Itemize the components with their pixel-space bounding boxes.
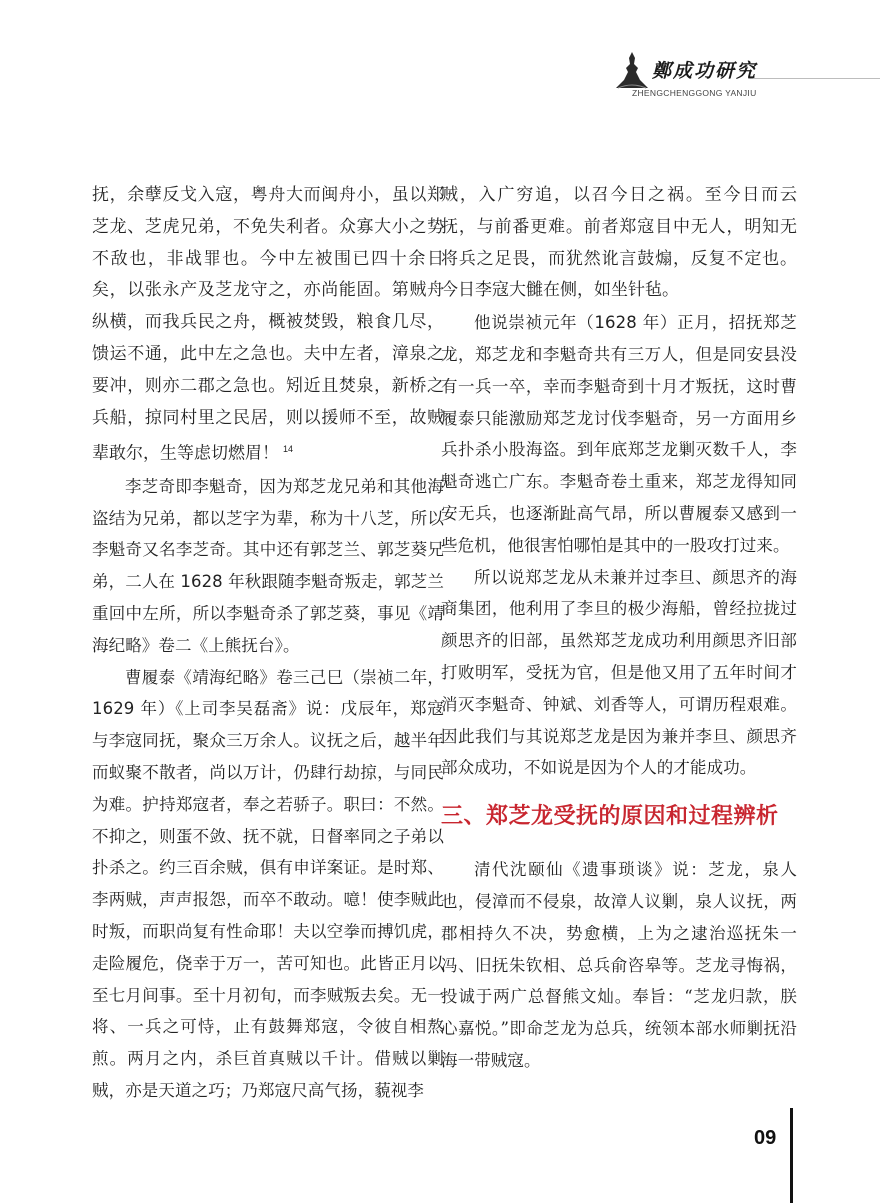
journal-pinyin: ZHENGCHENGGONG YANJIU bbox=[632, 88, 757, 98]
quote-paragraph: 贼，入广穷追，以召今日之祸。至今日而云抚，与前番更难。前者郑寇目中无人，明知无将兵之足畏，而犹然讹言鼓煽，反复不定也。今日李寇大雠在侧，如坐针毡。 bbox=[441, 185, 797, 301]
page-number-bar bbox=[790, 1108, 793, 1203]
quote-text: 抚，余孽反戈入寇，粤舟大而闽舟小，虽以郑芝龙、芝虎兄弟，不免失利者。众寡大小之势不敌也，非战罪也。今中左被围已四十余日矣，以张永产及芝龙守之，亦尚能固。第贼舟纵横，而我兵民之舟，概被焚毁，粮食几尽，馈运不通，此中左之急也。夫中左者，漳泉之要冲，则亦二郡之急也。矧近且焚泉，新桥之兵船，掠同村里之民居，则以援师不至，故贼辈敢尔，生等虑切燃眉！ bbox=[92, 185, 444, 465]
journal-title: 鄭成功研究 bbox=[652, 60, 758, 82]
quote-paragraph bbox=[92, 180, 444, 471]
page-number: 09 bbox=[754, 1127, 777, 1149]
section-heading: 三、郑芝龙受抚的原因和过程辨析 bbox=[441, 804, 779, 830]
body-paragraph: 所以说郑芝龙从未兼并过李旦、颜思齐的海商集团，他利用了李旦的极少海船，曾经拉拢过颜思齐的旧部，虽然郑芝龙成功利用颜思齐旧部打败明军，受抚为官，但是他又用了五年时间才消灭李魁奇、钟斌、刘香等人，可谓历程艰难。因此我们与其说郑芝龙是因为兼并李旦、颜思齐部众成功，不如说是因为个人的才能成功。 bbox=[441, 567, 797, 778]
monument-icon bbox=[614, 50, 650, 90]
right-column bbox=[441, 180, 797, 1077]
footnote-marker: 14 bbox=[283, 444, 294, 455]
left-column bbox=[92, 180, 444, 1107]
body-paragraph bbox=[92, 662, 444, 1107]
body-text: 清代沈颐仙《遗事琐谈》说： bbox=[474, 860, 709, 880]
body-paragraph bbox=[441, 854, 797, 1077]
header-rule bbox=[748, 78, 880, 79]
journal-logo bbox=[608, 46, 758, 106]
quote-text: 戊辰年，郑寇与李寇同抚，聚众三万余人。议抚之后，越半年而蚁聚不散者，尚以万计，仍肆行劫掠，与同民为难。护持郑寇者，奉之若骄子。职曰：不然。不抑之，则蛋不敛、抚不就，日督率同之子弟以扑杀之。约三百余贼，俱有申详案证。是时郑、李两贼，声声报怨，而卒不敢动。噫！使李贼此时叛，而职尚复有性命耶！夫以空拳而搏饥虎，走险履危，侥幸于万一，苦可知也。此皆正月以至七月间事。至十月初旬，而李贼叛去矣。无一将、一兵之可恃，止有鼓舞郑寇，令彼自相熬煎。两月之内，杀巨首真贼以千计。借贼以剿贼，亦是天道之巧；乃郑寇尺高气扬，藐视李 bbox=[92, 699, 445, 1100]
body-paragraph: 李芝奇即李魁奇，因为郑芝龙兄弟和其他海盗结为兄弟，都以芝字为辈，称为十八芝，所以李魁奇又名李芝奇。其中还有郭芝兰、郭芝葵兄弟，二人在 1628 年秋跟随李魁奇叛走，郭芝兰重回中左所，所以李魁奇杀了郭芝葵，事见《靖海纪略》卷二《上熊抚台》。 bbox=[92, 476, 444, 655]
quote-text: 芝龙，泉人也，侵漳而不侵泉，故漳人议剿，泉人议抚，两郡相持久不决，势愈横，上为之逮治巡抚朱一冯、旧抚朱钦相、总兵俞咨皋等。芝龙寻悔祸，投诚于两广总督熊文灿。奉旨：“芝龙归款，朕心嘉悦。”即命芝龙为总兵，统领本部水师剿抚沿海一带贼寇。 bbox=[441, 860, 797, 1070]
body-text: 曹履泰《靖海纪略》卷三己巳（崇祯二年，1629 年）《上司李吴磊斋》说： bbox=[92, 667, 444, 719]
body-paragraph: 他说崇祯元年（1628 年）正月，招抚郑芝龙，郑芝龙和李魁奇共有三万人，但是同安县没有一兵一卒，幸而李魁奇到十月才叛抚，这时曹履泰只能激励郑芝龙讨伐李魁奇，另一方面用乡兵扑杀小股海盗。到年底郑芝龙剿灭数千人，李魁奇逃亡广东。李魁奇卷土重来，郑芝龙得知同安无兵，也逐渐趾高气昂，所以曹履泰又感到一些危机，他很害怕哪怕是其中的一股攻打过来。 bbox=[441, 313, 797, 555]
